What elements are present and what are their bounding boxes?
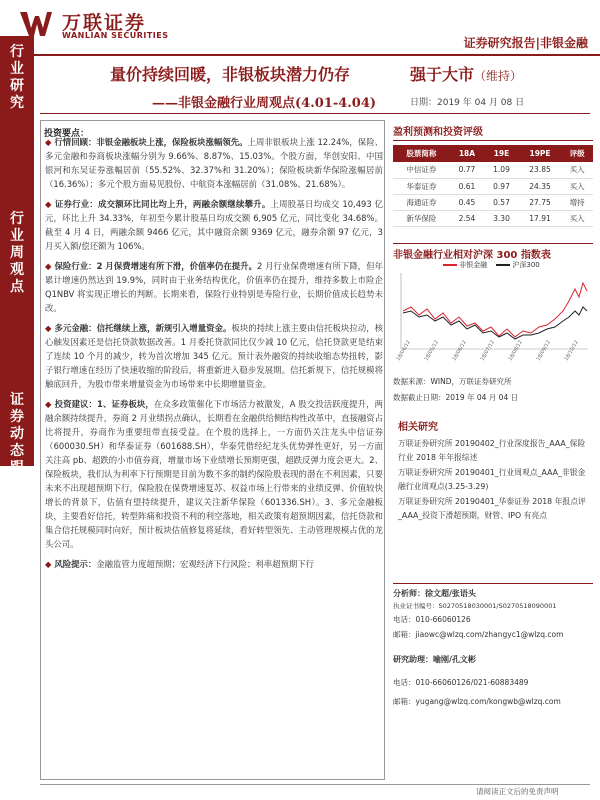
assistant-email: 邮箱：yugang@wlzq.com/kongwb@wlzq.com bbox=[393, 697, 561, 706]
chart-legend bbox=[443, 260, 540, 270]
svg-text:18/07/12: 18/07/12 bbox=[479, 339, 496, 362]
highlight-item bbox=[45, 397, 383, 551]
section-heading: 投资要点： bbox=[44, 129, 90, 139]
table-cell: 增持 bbox=[561, 194, 593, 210]
forecast-col-header: 评级 bbox=[561, 145, 593, 162]
wanlian-logo-icon bbox=[20, 10, 52, 38]
analyst-phone: 电话：010-66060126 bbox=[393, 615, 471, 624]
table-cell: 0.61 bbox=[450, 178, 485, 194]
table-cell: 27.75 bbox=[519, 194, 562, 210]
highlight-text: 金融监管力度超预期；宏观经济下行风险；利率超预期下行 bbox=[96, 559, 314, 569]
highlight-text: 在众多政策催化下市场活力被激发，A 股交投活跃度提升，两融余额持续提升，券商 2 月业绩拐点确认，长期看在金融供给侧结构性改革中，直接融资占比将提升，券商作为重要纽带直接受益。在个股的选择上，一方面仍关注龙头中信证券（600030.SH）和华泰证券（601688.SH），华泰凭借经纪龙头优势弹性更好，另一方面关注高 pb、超跌的小市值券商，增量市场下业绩增长预期更强，超跌反弹力度会更大。2、保险板块，我们认为利率下行预期是目前为数不多的制约保险股表现的潜在不利因素，只要未来不出现超预期下行，保险股在保费增速复苏、权益市场上行带来的业绩反弹、价值较快增长的背景下，估值有望持续提升，建议关注新华保险（601336.SH）。3、多元金融板块，主要看好信托，转型阵痛和投资不利的利空落地，相关政策有超预期因素，信托贷款和集合信托规模同时向好，预计板块估值修复将延续，看好转型领先、主动管理规模占优的龙头公司。 bbox=[45, 399, 384, 549]
svg-text:18/04/12: 18/04/12 bbox=[395, 339, 412, 362]
table-cell: 2.54 bbox=[450, 210, 485, 226]
chart-title: 非银金融行业相对沪深 300 指数表 bbox=[393, 250, 551, 261]
legend-hs300-swatch bbox=[496, 264, 510, 266]
sidebar-label-industry: 行 业 研 究 bbox=[10, 44, 24, 111]
table-cell: 0.57 bbox=[484, 194, 519, 210]
table-cell: 新华保险 bbox=[393, 210, 450, 226]
report-date: 日期：2019 年 04 月 08 日 bbox=[410, 98, 525, 108]
forecast-col-header: 股票简称 bbox=[393, 145, 450, 162]
assistant-label: 研究助理： bbox=[393, 655, 433, 664]
analyst-label: 分析师： bbox=[393, 589, 425, 598]
bullet-icon: ◆ bbox=[45, 261, 55, 271]
header-divider bbox=[0, 54, 600, 56]
related-item[interactable]: 万联证券研究所 20190401_华泰证券 2018 年报点评_AAA_投资下滑超预期，财管、IPO 有亮点 bbox=[398, 497, 586, 520]
forecast-col-header: 19PE bbox=[519, 145, 562, 162]
series-hs300-line bbox=[403, 307, 587, 339]
report-title: 量价持续回暖，非银板块潜力仍存 bbox=[110, 65, 351, 84]
table-cell: 3.30 bbox=[484, 210, 519, 226]
highlight-text: 上周股基日均成交 10,493 亿元，环比上升 34.33%，年初至今累计股基日均成交额 6,905 亿元，同比变化 34.68%。截至 4 月 4 日，两融余额 9466 亿元，其中融资余额 9369 亿元，融券余额 97 亿元，3 月买入额/偿还额为 106%。 bbox=[45, 199, 383, 251]
analyst-email: 邮箱：jiaowc@wlzq.com/zhangyc1@wlzq.com bbox=[393, 630, 564, 639]
svg-text:18/08/12: 18/08/12 bbox=[507, 339, 524, 362]
assistant-names: 喻刚/孔文彬 bbox=[433, 655, 476, 664]
table-cell: 买入 bbox=[561, 178, 593, 194]
highlight-item bbox=[45, 321, 383, 391]
related-item[interactable]: 万联证券研究所 20190402_行业深度报告_AAA_保险行业 2018 年年报综述 bbox=[398, 439, 586, 462]
table-cell: 1.09 bbox=[484, 162, 519, 178]
table-cell: 海通证券 bbox=[393, 194, 450, 210]
highlight-lead: 行情回顾：非银金融板块上涨，保险板块涨幅领先。 bbox=[54, 137, 248, 147]
table-cell: 买入 bbox=[561, 162, 593, 178]
series-fin-line bbox=[403, 283, 587, 337]
forecast-section bbox=[393, 123, 593, 227]
sidebar-label-weekly: 行 业 周 观 点 bbox=[10, 211, 24, 295]
highlight-item bbox=[45, 557, 383, 571]
svg-text:18/06/12: 18/06/12 bbox=[451, 339, 468, 362]
highlight-text: 上周非银板块上涨 12.24%，保险、多元金融和券商板块涨幅分别为 9.66%、8.87%、15.03%。个股方面，华创安阳、中国银河和东吴证券涨幅居前（55.52%、32.37%和 31.20%）；保险板块新华保险涨幅居前（16.36%）；多元个股方面易见股份、中航资本涨幅居前（31.08%、21.68%）。 bbox=[45, 137, 383, 189]
table-cell: 中信证券 bbox=[393, 162, 450, 178]
table-row bbox=[393, 210, 593, 226]
logo-text: 万联证券 bbox=[62, 12, 147, 34]
legend-hs300-label: 沪深300 bbox=[512, 261, 540, 269]
report-subtitle: ——非银金融行业周观点(4.01-4.04) bbox=[152, 96, 377, 111]
table-cell: 24.35 bbox=[519, 178, 562, 194]
rating-value: 强于大市 bbox=[410, 65, 475, 84]
bullet-icon: ◆ bbox=[45, 399, 55, 409]
investment-highlights-box bbox=[40, 120, 385, 780]
analyst-divider bbox=[393, 583, 593, 584]
table-cell: 0.97 bbox=[484, 178, 519, 194]
forecast-divider bbox=[393, 140, 593, 141]
related-research bbox=[398, 418, 590, 524]
highlight-lead: 多元金融：信托继续上涨，新规引入增量资金。 bbox=[54, 323, 232, 333]
bullet-icon: ◆ bbox=[45, 323, 55, 333]
table-cell: 23.85 bbox=[519, 162, 562, 178]
assistant-phone: 电话：010-66060126/021-60883489 bbox=[393, 678, 529, 687]
highlight-lead: 保险行业：2 月保费增速有所下滑，价值率仍在提升。 bbox=[54, 261, 258, 271]
svg-text:18/05/12: 18/05/12 bbox=[423, 339, 440, 362]
footer-divider bbox=[40, 784, 590, 785]
highlight-lead: 风险提示： bbox=[54, 559, 97, 569]
table-cell: 17.91 bbox=[519, 210, 562, 226]
related-list bbox=[398, 437, 590, 522]
sidebar-label-tracking: 证 券 动 态 跟 踪 报 告 bbox=[10, 392, 24, 527]
bullet-icon: ◆ bbox=[45, 199, 55, 209]
highlight-lead: 证券行业：成交额环比同比均上升，两融余额继续攀升。 bbox=[54, 199, 271, 209]
highlight-item bbox=[45, 135, 383, 191]
disclaimer-note: 请阅读正文后的免责声明 bbox=[476, 787, 559, 796]
highlight-item bbox=[45, 259, 383, 315]
table-row bbox=[393, 162, 593, 178]
logo-subtext: WANLIAN SECURITIES bbox=[62, 31, 169, 40]
forecast-header-row bbox=[393, 145, 593, 162]
svg-text:18/09/12: 18/09/12 bbox=[535, 339, 552, 362]
legend-fin-label: 非银金融 bbox=[459, 261, 488, 269]
investment-highlights bbox=[45, 135, 383, 577]
table-cell: 0.77 bbox=[450, 162, 485, 178]
x-tick-labels bbox=[396, 340, 580, 362]
bullet-icon: ◆ bbox=[45, 137, 55, 147]
forecast-col-header: 18A bbox=[450, 145, 485, 162]
report-type: 证券研究报告|非银金融 bbox=[463, 36, 588, 50]
table-cell: 华泰证券 bbox=[393, 178, 450, 194]
relative-index-chart bbox=[393, 243, 593, 370]
related-title: 相关研究 bbox=[398, 422, 438, 433]
title-divider bbox=[40, 113, 590, 114]
legend-fin-swatch bbox=[443, 264, 457, 266]
analyst-line bbox=[393, 588, 593, 599]
highlight-text: 2 月行业保费增速有所下降，但年累计增速仍然达到 19.9%，同时由于业务结构优化，价值率仍在提升，维持多数上市险企 Q1NBV 将实现正增长的判断。长期来看，保险行业特别是寿险行业，长期价值成长趋势未改。 bbox=[45, 261, 383, 313]
chart-source: 数据来源：WIND，万联证券研究所 bbox=[393, 377, 512, 386]
highlight-lead: 投资建议：1、证券板块， bbox=[54, 399, 154, 409]
forecast-table bbox=[393, 145, 593, 227]
forecast-title: 盈利预测和投资评级 bbox=[393, 127, 483, 138]
sidebar bbox=[0, 36, 34, 527]
bullet-icon: ◆ bbox=[45, 559, 55, 569]
assistant-line bbox=[393, 654, 593, 665]
table-cell: 0.45 bbox=[450, 194, 485, 210]
table-row bbox=[393, 194, 593, 210]
forecast-col-header: 19E bbox=[484, 145, 519, 162]
chart-plot bbox=[393, 271, 593, 371]
related-item[interactable]: 万联证券研究所 20190401_行业周观点_AAA_非银金融行业周观点(3.25-3.29) bbox=[398, 468, 586, 491]
analyst-info bbox=[393, 583, 593, 707]
svg-text:18/10/12: 18/10/12 bbox=[563, 339, 580, 362]
table-cell: 买入 bbox=[561, 210, 593, 226]
chart-date: 数据截止日期：2019 年 04 月 04 日 bbox=[393, 393, 519, 402]
highlight-text: 板块的持续上涨主要由信托板块拉动，核心触发因素还是信托贷款数据改善。1 月委托贷款同比仅少减 10 亿元，信托贷款更是结束了连续 10 个月的减少，转为首次增加 345 亿元。预计表外融资的持续收缩态势扭转，影子银行增速在经历了快速收缩的阶段后，将重新进入稳步发展期。信托新规下，信托规模将触底回升，为股市带来增量资金为市场带来中长期增量资金。 bbox=[45, 323, 384, 389]
rating-note: （维持） bbox=[474, 69, 523, 83]
table-row bbox=[393, 178, 593, 194]
analyst-names: 徐文超/张语头 bbox=[425, 589, 476, 598]
highlight-item bbox=[45, 197, 383, 253]
rating bbox=[410, 62, 522, 85]
analyst-cert: 执业证书编号：S0270518030001/S0270518090001 bbox=[393, 602, 557, 610]
